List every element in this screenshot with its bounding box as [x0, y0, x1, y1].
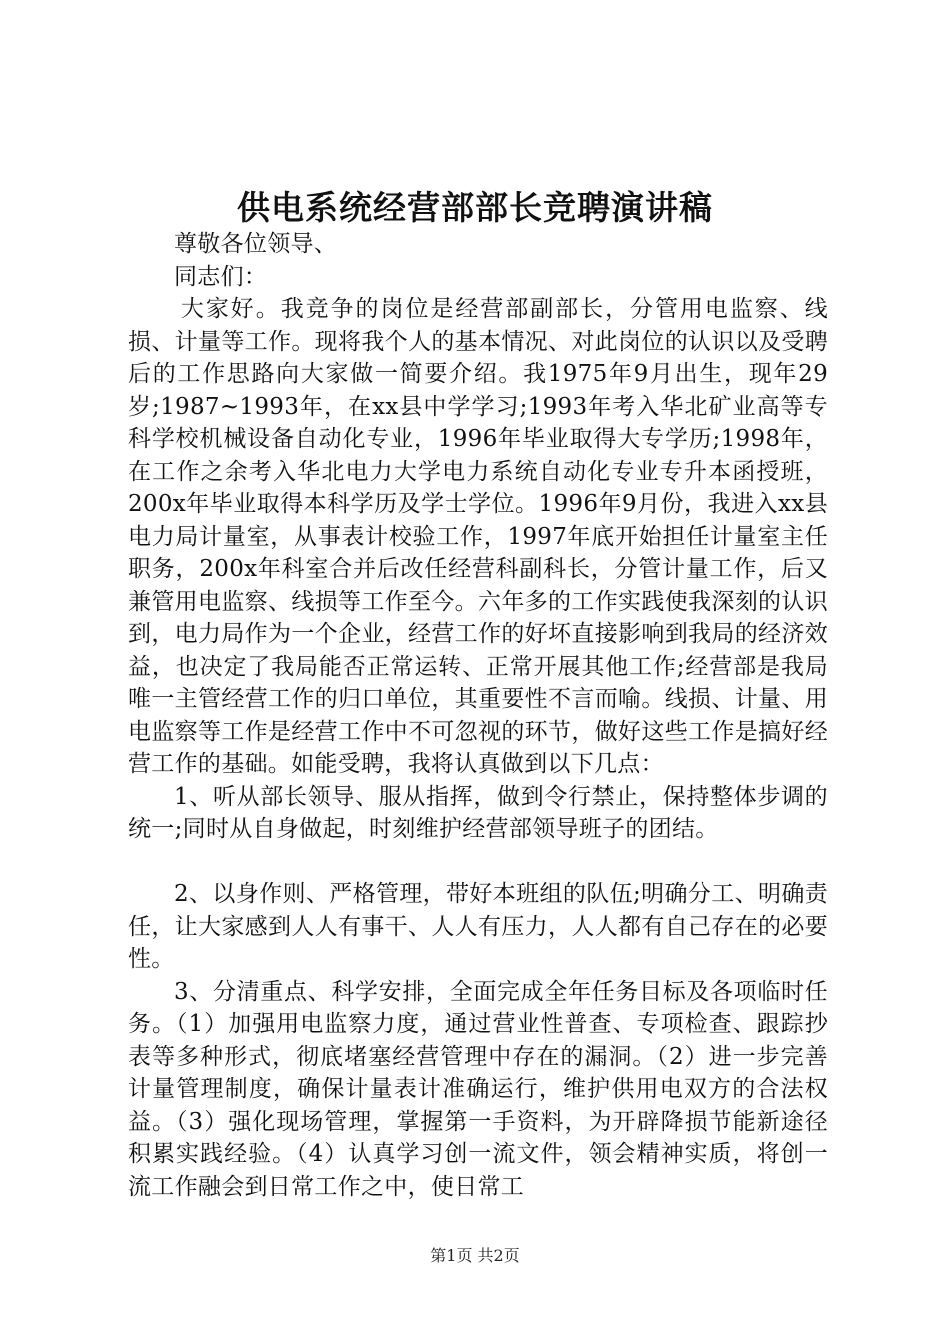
blank-line	[128, 846, 828, 879]
page-number-footer: 第1页 共2页	[430, 1246, 520, 1265]
document-body	[128, 228, 828, 1203]
greeting-line-1: 尊敬各位领导、	[174, 231, 338, 257]
document-title: 供电系统经营部部长竞聘演讲稿	[237, 188, 713, 227]
greeting-line-2: 同志们：	[174, 263, 268, 290]
paragraph-point-2: 2、以身作则、严格管理，带好本班组的队伍;明确分工、明确责任，让大家感到人人有事干、人人有压力，人人都有自己存在的必要性。	[128, 881, 828, 972]
paragraph-point-3: 3、分清重点、科学安排，全面完成全年任务目标及各项临时任务。（1）加强用电监察力度，通过营业性普查、专项检查、跟踪抄表等多种形式，彻底堵塞经营管理中存在的漏洞。（2）进一步完善计量管理制度，确保计量表计准确运行，维护供用电双方的合法权益。（3）强化现场管理，掌握第一手资料，为开辟降损节能新途径积累实践经验。（4）认真学习创一流文件，领会精神实质，将创一流工作融会到日常工作之中，使日常工	[128, 978, 828, 1200]
paragraph-intro: 大家好。我竞争的岗位是经营部副部长，分管用电监察、线损、计量等工作。现将我个人的基本情况、对此岗位的认识以及受聘后的工作思路向大家做一简要介绍。我1975年9月出生，现年29岁;1987~1993年，在xx县中学学习;1993年考入华北矿业高等专科学校机械设备自动化专业，1996年毕业取得大专学历;1998年，在工作之余考入华北电力大学电力系统自动化专业专升本函授班，200x年毕业取得本科学历及学士学位。1996年9月份，我进入xx县电力局计量室，从事表计校验工作，1997年底开始担任计量室主任职务，200x年科室合并后改任经营科副科长，分管计量工作，后又兼管用电监察、线损等工作至今。六年多的工作实践使我深刻的认识到，电力局作为一个企业，经营工作的好坏直接影响到我局的经济效益，也决定了我局能否正常运转、正常开展其他工作;经营部是我局唯一主管经营工作的归口单位，其重要性不言而喻。线损、计量、用电监察等工作是经营工作中不可忽视的环节，做好这些工作是搞好经营工作的基础。如能受聘，我将认真做到以下几点：	[128, 296, 828, 777]
paragraph-point-1: 1、听从部长领导、服从指挥，做到令行禁止，保持整体步调的统一;同时从自身做起，时刻维护经营部领导班子的团结。	[128, 783, 828, 842]
